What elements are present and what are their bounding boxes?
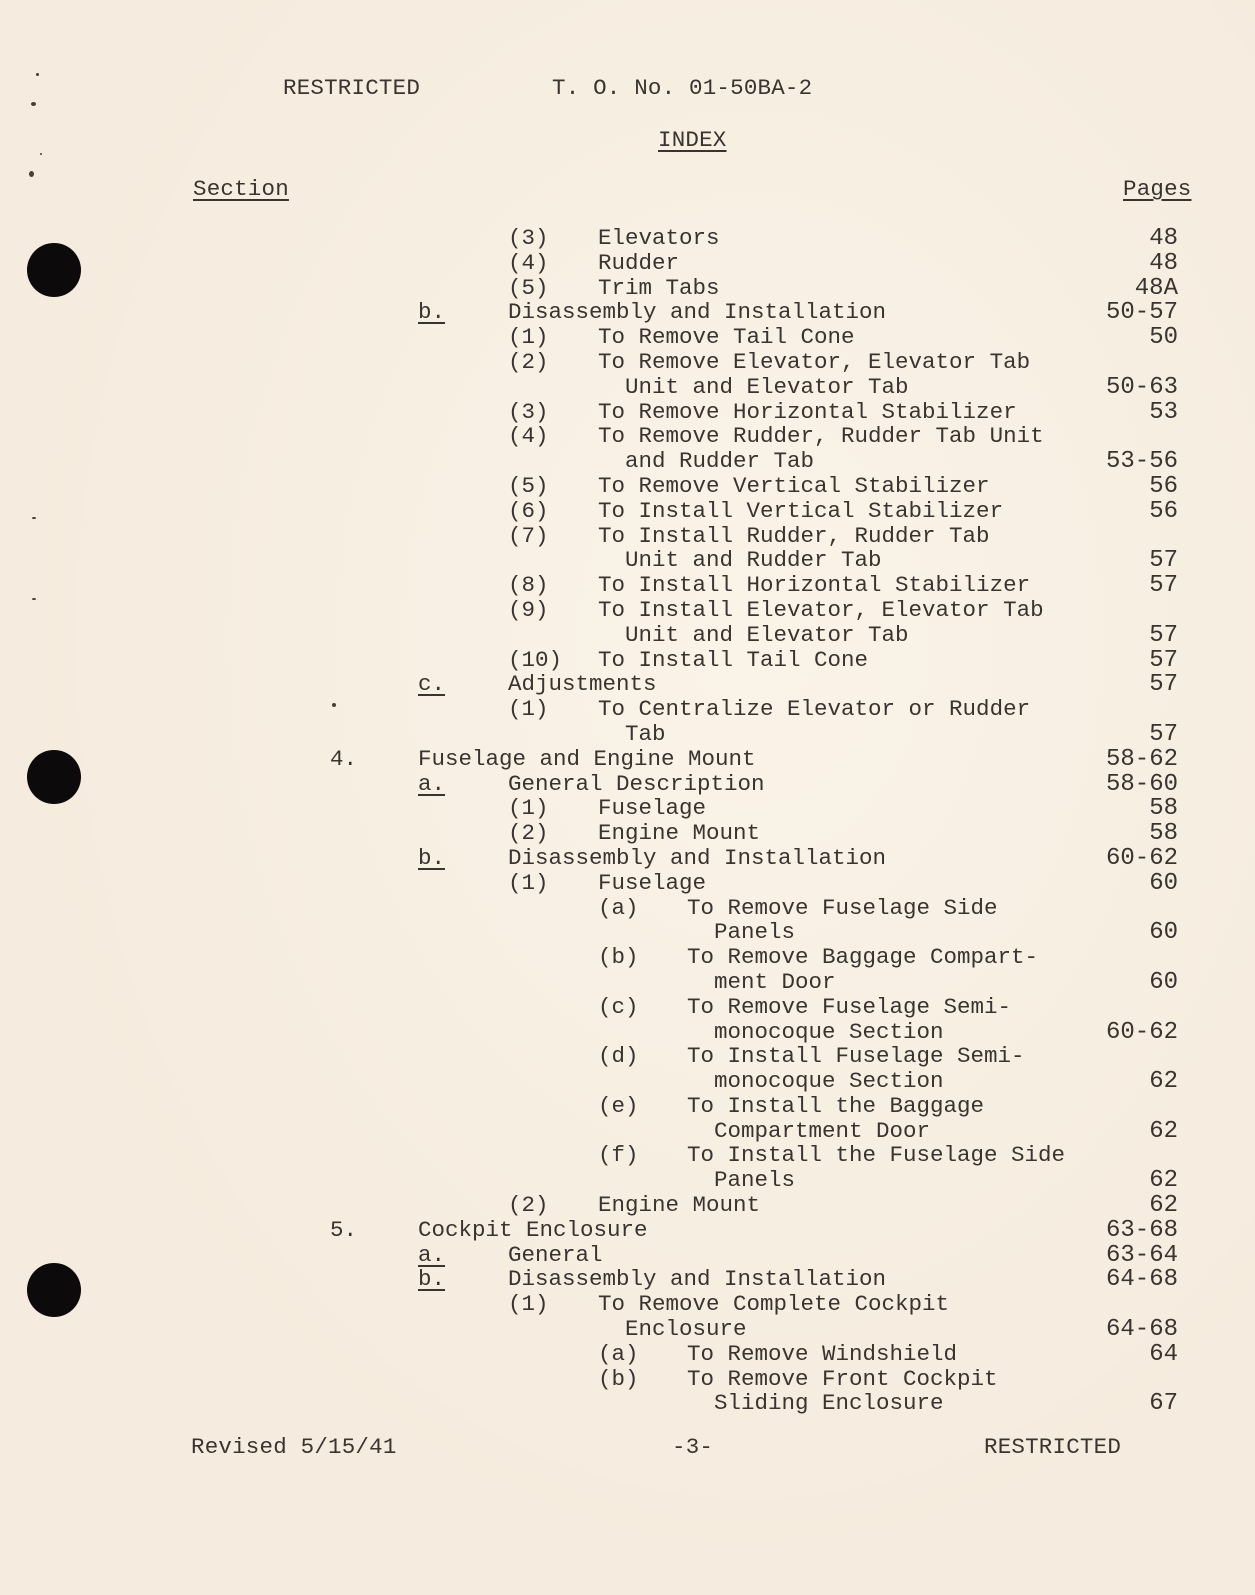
index-entry xyxy=(0,276,1255,301)
document-number: T. O. No. 01-50BA-2 xyxy=(552,75,813,101)
entry-title: Adjustments xyxy=(508,671,657,698)
entry-label: (f) xyxy=(598,1142,639,1169)
index-entry xyxy=(0,796,1255,821)
index-entry xyxy=(0,1317,1255,1342)
entry-pages: 62 xyxy=(1149,1192,1178,1220)
entry-pages: 58-60 xyxy=(1105,770,1178,798)
entry-pages: 56 xyxy=(1149,497,1178,525)
entry-title: To Install Fuselage Semi- xyxy=(687,1043,1025,1070)
index-entry xyxy=(0,499,1255,524)
index-entry xyxy=(0,1168,1255,1193)
margin-speck xyxy=(29,171,34,177)
entry-title: Fuselage xyxy=(598,869,707,896)
index-entry xyxy=(0,300,1255,325)
index-entry xyxy=(0,821,1255,846)
entry-title: Tab xyxy=(598,720,666,747)
index-entry xyxy=(0,449,1255,474)
entry-pages: 62 xyxy=(1149,1068,1178,1096)
entry-title: monocoque Section xyxy=(687,1018,944,1045)
entry-title: Fuselage and Engine Mount xyxy=(418,745,756,772)
entry-label: (1) xyxy=(508,795,549,822)
entry-pages: 48 xyxy=(1149,249,1178,277)
index-entry xyxy=(0,1218,1255,1243)
index-entry xyxy=(0,772,1255,797)
entry-title: To Install the Fuselage Side xyxy=(687,1142,1066,1169)
entry-title: Panels xyxy=(687,919,796,946)
entry-title: Unit and Rudder Tab xyxy=(598,547,882,574)
entry-pages: 58-62 xyxy=(1105,745,1178,773)
entry-title: Trim Tabs xyxy=(598,274,720,301)
entry-label: b. xyxy=(418,299,446,326)
entry-title: Elevators xyxy=(598,225,720,251)
index-entries xyxy=(0,226,1255,1416)
entry-pages: 62 xyxy=(1149,1167,1178,1195)
margin-speck xyxy=(40,153,42,155)
entry-title: To Install Elevator, Elevator Tab xyxy=(598,596,1044,623)
entry-label: a. xyxy=(418,1241,446,1268)
entry-pages: 60 xyxy=(1149,968,1178,996)
entry-label: (6) xyxy=(508,497,549,524)
index-entry xyxy=(0,424,1255,449)
entry-label: (d) xyxy=(598,1043,639,1070)
index-entry xyxy=(0,524,1255,549)
entry-title: To Remove Rudder, Rudder Tab Unit xyxy=(598,423,1044,450)
index-entry xyxy=(0,350,1255,375)
entry-pages: 48 xyxy=(1149,225,1178,252)
entry-pages: 60-62 xyxy=(1105,1018,1178,1046)
entry-pages: 53 xyxy=(1149,398,1178,426)
entry-label: (2) xyxy=(508,820,549,847)
entry-pages: 58 xyxy=(1149,795,1178,823)
entry-pages: 63-64 xyxy=(1105,1241,1178,1269)
entry-label: 4. xyxy=(330,745,358,772)
index-entry xyxy=(0,970,1255,995)
index-entry xyxy=(0,1020,1255,1045)
entry-pages: 60 xyxy=(1149,919,1178,947)
index-entry xyxy=(0,474,1255,499)
entry-title: Cockpit Enclosure xyxy=(418,1216,648,1243)
entry-label: (e) xyxy=(598,1092,639,1119)
classification-footer: RESTRICTED xyxy=(984,1434,1122,1460)
entry-label: (b) xyxy=(598,944,639,971)
margin-speck xyxy=(36,73,39,76)
index-entry xyxy=(0,1094,1255,1119)
entry-label: (5) xyxy=(508,472,549,499)
entry-title: General xyxy=(508,1241,603,1268)
entry-pages: 64-68 xyxy=(1105,1316,1178,1344)
entry-title: General Description xyxy=(508,770,765,797)
index-entry xyxy=(0,1243,1255,1268)
entry-title: To Remove Vertical Stabilizer xyxy=(598,472,990,499)
entry-label: (b) xyxy=(598,1365,639,1392)
entry-label: (9) xyxy=(508,596,549,623)
entry-label: b. xyxy=(418,1266,446,1293)
entry-pages: 50-63 xyxy=(1105,373,1178,401)
entry-title: To Remove Elevator, Elevator Tab xyxy=(598,348,1031,375)
index-entry xyxy=(0,598,1255,623)
entry-label: (4) xyxy=(508,249,549,276)
index-entry xyxy=(0,1143,1255,1168)
entry-label: (7) xyxy=(508,522,549,549)
entry-title: monocoque Section xyxy=(687,1068,944,1095)
entry-title: Sliding Enclosure xyxy=(687,1390,944,1417)
entry-title: To Remove Baggage Compart- xyxy=(687,944,1039,971)
entry-label: (1) xyxy=(508,696,549,723)
index-entry xyxy=(0,1391,1255,1416)
entry-title: Engine Mount xyxy=(598,1192,761,1219)
entry-label: (3) xyxy=(508,225,549,251)
entry-pages: 58 xyxy=(1149,820,1178,848)
index-entry xyxy=(0,623,1255,648)
index-entry xyxy=(0,400,1255,425)
entry-title: To Install Tail Cone xyxy=(598,646,869,673)
index-entry xyxy=(0,1119,1255,1144)
column-header-section: Section xyxy=(193,176,289,202)
entry-pages: 57 xyxy=(1149,646,1178,674)
entry-title: To Install Rudder, Rudder Tab xyxy=(598,522,990,549)
index-entry xyxy=(0,846,1255,871)
index-entry xyxy=(0,747,1255,772)
entry-pages: 57 xyxy=(1149,671,1178,699)
index-entry xyxy=(0,995,1255,1020)
entry-title: Unit and Elevator Tab xyxy=(598,621,909,648)
entry-pages: 62 xyxy=(1149,1117,1178,1145)
entry-pages: 53-56 xyxy=(1105,448,1178,476)
entry-title: To Remove Tail Cone xyxy=(598,324,855,351)
index-entry xyxy=(0,1069,1255,1094)
entry-title: To Remove Complete Cockpit xyxy=(598,1291,950,1318)
entry-pages: 67 xyxy=(1149,1390,1178,1418)
entry-pages: 57 xyxy=(1149,547,1178,575)
page-number: -3- xyxy=(672,1434,714,1460)
entry-pages: 50-57 xyxy=(1105,299,1178,327)
entry-title: Panels xyxy=(687,1167,796,1194)
entry-title: To Install the Baggage xyxy=(687,1092,985,1119)
entry-title: To Remove Fuselage Side xyxy=(687,894,998,921)
index-entry xyxy=(0,722,1255,747)
index-entry xyxy=(0,1193,1255,1218)
index-entry xyxy=(0,1342,1255,1367)
entry-label: (2) xyxy=(508,348,549,375)
index-entry xyxy=(0,251,1255,276)
entry-label: (c) xyxy=(598,993,639,1020)
entry-label: (5) xyxy=(508,274,549,301)
entry-pages: 60-62 xyxy=(1105,844,1178,872)
entry-pages: 60 xyxy=(1149,869,1178,897)
entry-pages: 57 xyxy=(1149,572,1178,600)
entry-title: To Install Vertical Stabilizer xyxy=(598,497,1004,524)
entry-pages: 50 xyxy=(1149,324,1178,352)
entry-title: Engine Mount xyxy=(598,820,761,847)
entry-title: Unit and Elevator Tab xyxy=(598,373,909,400)
entry-label: (8) xyxy=(508,572,549,599)
entry-label: (2) xyxy=(508,1192,549,1219)
index-entry xyxy=(0,573,1255,598)
entry-title: Disassembly and Installation xyxy=(508,844,887,871)
entry-label: (1) xyxy=(508,324,549,351)
entry-pages: 57 xyxy=(1149,720,1178,748)
entry-title: Enclosure xyxy=(598,1316,747,1343)
entry-pages: 63-68 xyxy=(1105,1216,1178,1244)
entry-label: (4) xyxy=(508,423,549,450)
entry-title: Disassembly and Installation xyxy=(508,299,887,326)
entry-pages: 64-68 xyxy=(1105,1266,1178,1294)
index-entry xyxy=(0,945,1255,970)
index-entry xyxy=(0,896,1255,921)
entry-label: 5. xyxy=(330,1216,358,1243)
margin-speck xyxy=(31,102,36,106)
index-entry xyxy=(0,920,1255,945)
entry-title: Compartment Door xyxy=(687,1117,931,1144)
entry-label: (3) xyxy=(508,398,549,425)
entry-label: (1) xyxy=(508,1291,549,1318)
entry-label: c. xyxy=(418,671,446,698)
entry-title: Fuselage xyxy=(598,795,707,822)
index-entry xyxy=(0,226,1255,251)
index-entry xyxy=(0,648,1255,673)
entry-pages: 48A xyxy=(1134,274,1178,302)
index-entry xyxy=(0,1367,1255,1392)
index-entry xyxy=(0,548,1255,573)
column-header-pages: Pages xyxy=(1123,176,1192,202)
entry-title: Rudder xyxy=(598,249,680,276)
entry-label: (a) xyxy=(598,1340,639,1367)
entry-title: ment Door xyxy=(687,968,836,995)
entry-pages: 57 xyxy=(1149,621,1178,649)
index-entry xyxy=(0,1044,1255,1069)
entry-pages: 56 xyxy=(1149,472,1178,500)
entry-label: (10) xyxy=(508,646,563,673)
index-entry xyxy=(0,325,1255,350)
index-entry xyxy=(0,871,1255,896)
entry-label: a. xyxy=(418,770,446,797)
classification-header: RESTRICTED xyxy=(283,75,421,101)
entry-title: Disassembly and Installation xyxy=(508,1266,887,1293)
index-entry xyxy=(0,697,1255,722)
entry-pages: 64 xyxy=(1149,1340,1178,1368)
entry-title: To Install Horizontal Stabilizer xyxy=(598,572,1031,599)
index-entry xyxy=(0,1267,1255,1292)
entry-title: To Remove Front Cockpit xyxy=(687,1365,998,1392)
entry-title: To Remove Fuselage Semi- xyxy=(687,993,1012,1020)
entry-title: and Rudder Tab xyxy=(598,448,815,475)
index-entry xyxy=(0,672,1255,697)
revision-date: Revised 5/15/41 xyxy=(191,1434,397,1460)
page-title: INDEX xyxy=(658,127,727,153)
entry-title: To Centralize Elevator or Rudder xyxy=(598,696,1031,723)
entry-title: To Remove Horizontal Stabilizer xyxy=(598,398,1017,425)
entry-title: To Remove Windshield xyxy=(687,1340,958,1367)
index-entry xyxy=(0,375,1255,400)
entry-label: (a) xyxy=(598,894,639,921)
index-entry xyxy=(0,1292,1255,1317)
entry-label: b. xyxy=(418,844,446,871)
entry-label: (1) xyxy=(508,869,549,896)
